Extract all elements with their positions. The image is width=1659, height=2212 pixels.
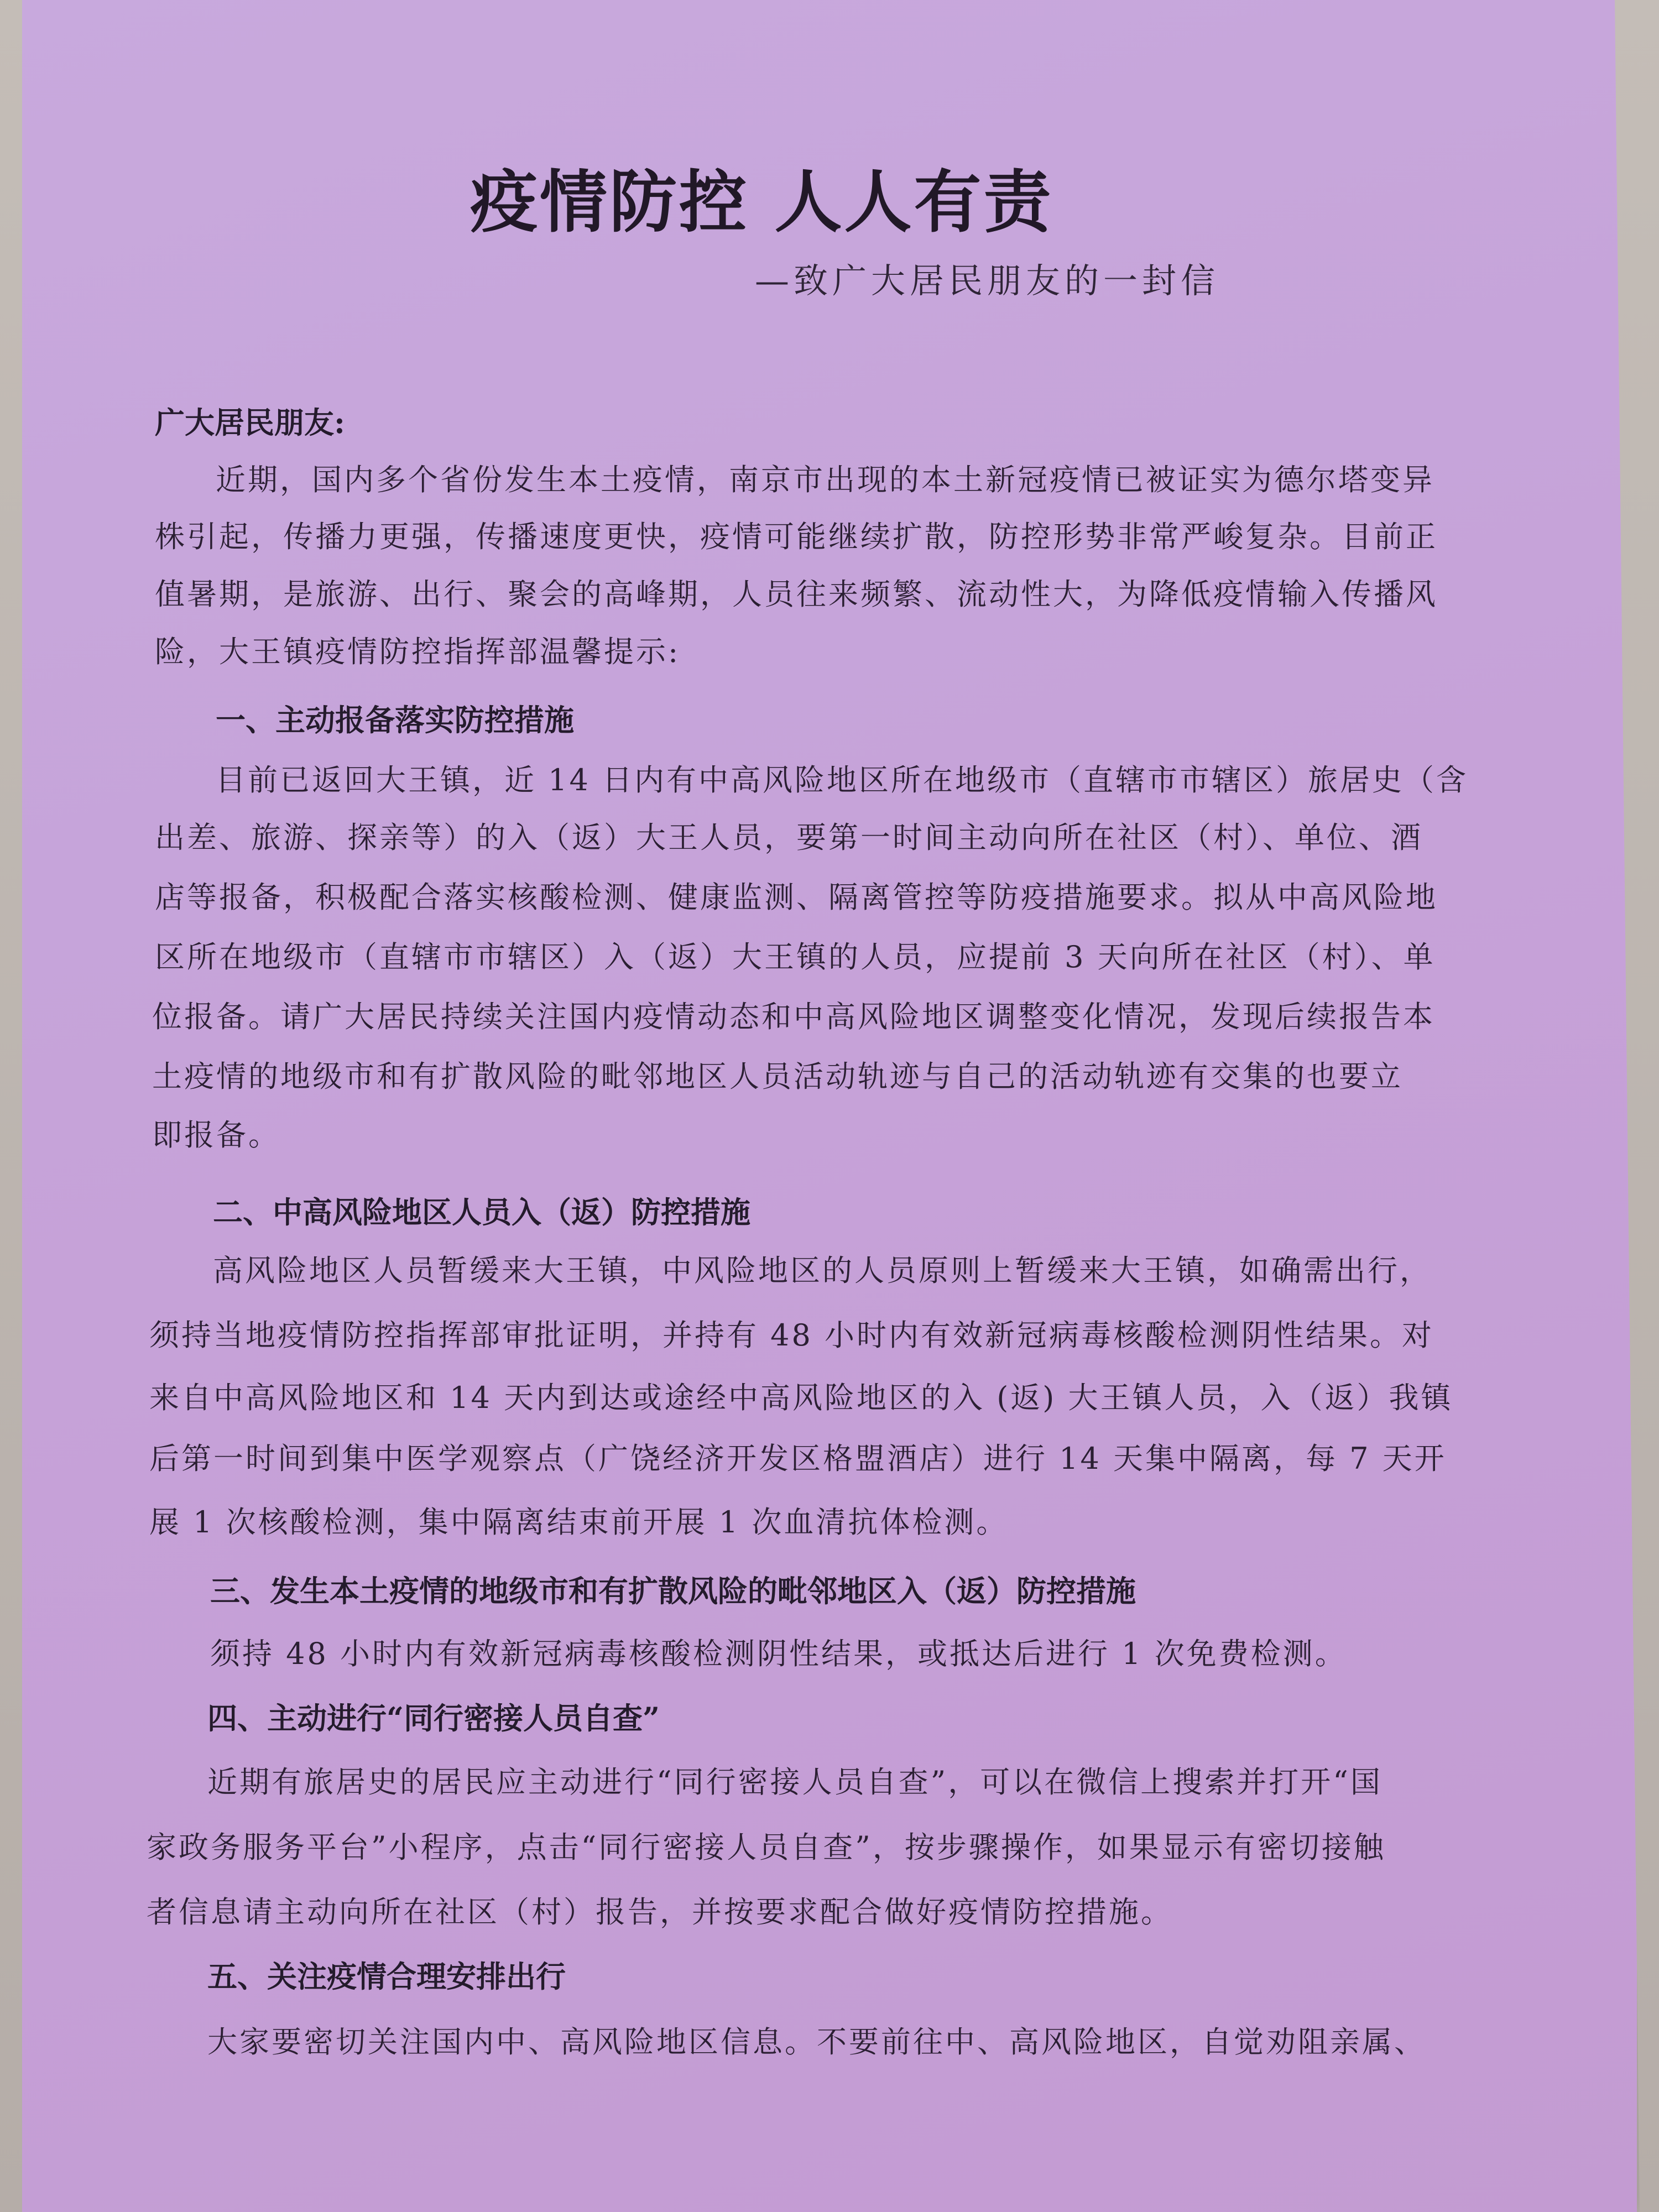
section-line: 展 1 次核酸检测，集中隔离结束前开展 1 次血清抗体检测。 bbox=[149, 1505, 1009, 1540]
section-line: 高风险地区人员暂缓来大王镇，中风险地区的人员原则上暂缓来大王镇，如确需出行， bbox=[213, 1253, 1432, 1288]
section-line: 须持 48 小时内有效新冠病毒核酸检测阴性结果，或抵达后进行 1 次免费检测。 bbox=[210, 1636, 1347, 1671]
section-line: 近期有旅居史的居民应主动进行“同行密接人员自查”，可以在微信上搜索并打开“国 bbox=[207, 1765, 1383, 1799]
section-line: 者信息请主动向所在社区（村）报告，并按要求配合做好疫情防控措施。 bbox=[147, 1895, 1173, 1929]
salutation: 广大居民朋友: bbox=[155, 405, 345, 440]
section-line: 家政务服务平台”小程序，点击“同行密接人员自查”，按步骤操作，如果显示有密切接触 bbox=[147, 1830, 1386, 1865]
section-line: 大家要密切关注国内中、高风险地区信息。不要前往中、高风险地区，自觉劝阻亲属、 bbox=[207, 2025, 1426, 2059]
section-line: 来自中高风险地区和 14 天内到达或途经中高风险地区的入 (返) 大王镇人员，入（返）我镇 bbox=[149, 1380, 1453, 1415]
intro-line: 近期，国内多个省份发生本土疫情，南京市出现的本土新冠疫情已被证实为德尔塔变异 bbox=[216, 462, 1434, 497]
document-title: 疫情防控 人人有责 bbox=[470, 162, 1053, 242]
notice-paper bbox=[22, 0, 1637, 2212]
intro-line: 值暑期，是旅游、出行、聚会的高峰期，人员往来频繁、流动性大，为降低疫情输入传播风 bbox=[155, 577, 1438, 612]
section-line: 出差、旅游、探亲等）的入（返）大王人员，要第一时间主动向所在社区（村）、单位、酒 bbox=[155, 820, 1423, 855]
section-heading: 二、中高风险地区人员入（返）防控措施 bbox=[213, 1194, 750, 1230]
section-line: 目前已返回大王镇，近 14 日内有中高风险地区所在地级市（直辖市市辖区）旅居史（含 bbox=[216, 763, 1469, 797]
section-line: 土疫情的地级市和有扩散风险的毗邻地区人员活动轨迹与自己的活动轨迹有交集的也要立 bbox=[152, 1059, 1403, 1094]
document-subtitle: —致广大居民朋友的一封信 bbox=[755, 260, 1220, 301]
section-line: 后第一时间到集中医学观察点（广饶经济开发区格盟酒店）进行 14 天集中隔离，每 7 天开 bbox=[149, 1441, 1447, 1476]
section-line: 店等报备，积极配合落实核酸检测、健康监测、隔离管控等防疫措施要求。拟从中高风险地 bbox=[155, 880, 1438, 915]
intro-line: 株引起，传播力更强，传播速度更快，疫情可能继续扩散，防控形势非常严峻复杂。目前正 bbox=[155, 519, 1438, 554]
section-line: 须持当地疫情防控指挥部审批证明，并持有 48 小时内有效新冠病毒核酸检测阴性结果。对 bbox=[149, 1318, 1434, 1353]
intro-line: 险，大王镇疫情防控指挥部温馨提示: bbox=[155, 634, 681, 669]
section-heading: 一、主动报备落实防控措施 bbox=[216, 702, 574, 738]
section-line: 即报备。 bbox=[152, 1118, 280, 1152]
section-heading: 三、发生本土疫情的地级市和有扩散风险的毗邻地区入（返）防控措施 bbox=[210, 1573, 1136, 1609]
section-line: 位报备。请广大居民持续关注国内疫情动态和中高风险地区调整变化情况，发现后续报告本 bbox=[152, 999, 1435, 1034]
section-heading: 五、关注疫情合理安排出行 bbox=[207, 1959, 566, 1994]
section-heading: 四、主动进行“同行密接人员自查” bbox=[207, 1700, 660, 1736]
section-line: 区所在地级市（直辖市市辖区）入（返）大王镇的人员，应提前 3 天向所在社区（村）、单 bbox=[155, 940, 1436, 974]
